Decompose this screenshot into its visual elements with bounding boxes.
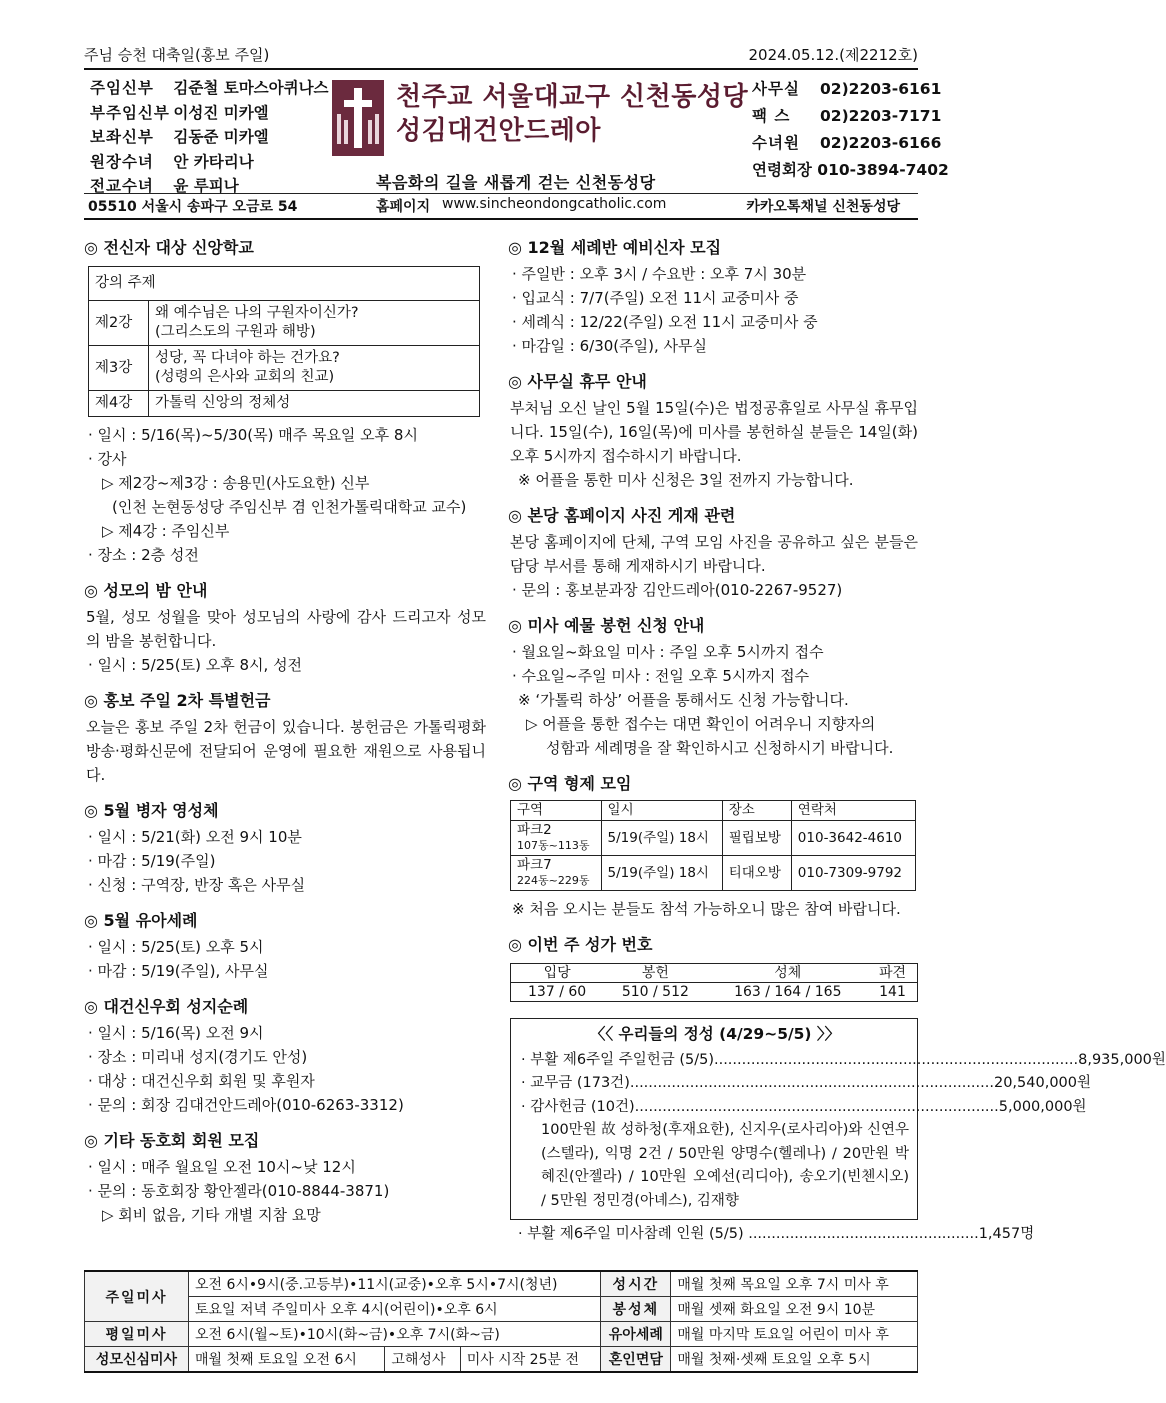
- table-row: 137 / 60 510 / 512 163 / 164 / 165 141: [511, 983, 918, 1002]
- table-row: 파크2 107동~113동 5/19(주일) 18시 필립보방 010-3642-4610: [511, 821, 916, 856]
- list-item: · 문의 : 회장 김대건안드레아(010-6263-3312): [88, 1096, 404, 1114]
- section-title: ◎ 홍보 주일 2차 특별헌금: [84, 691, 271, 710]
- list-item: ▷ 회비 없음, 기타 개별 지참 요망: [102, 1206, 321, 1224]
- table-header: 입당 봉헌 성체 파견: [511, 964, 918, 983]
- note: ※ ‘가톨릭 하상’ 어플을 통해서도 신청 가능합니다.: [518, 691, 849, 709]
- list-item: · 문의 : 동호회장 황안젤라(010-8844-3871): [88, 1182, 390, 1200]
- staff-row: 보좌신부 김동준 미카엘: [90, 128, 269, 146]
- section-title: ◎ 미사 예물 봉헌 신청 안내: [508, 616, 705, 635]
- list-item: · 장소 : 미리내 성지(경기도 안성): [88, 1048, 308, 1066]
- paragraph: 5월, 성모 성월을 맞아 성모님의 사랑에 감사 드리고자 성모의 밤을 봉헌합니다.: [86, 608, 486, 650]
- staff-row: 주임신부 김준철 토마스아퀴나스: [90, 79, 329, 97]
- table-row: 주일미사 오전 6시•9시(중.고등부)•11시(교중)•오후 5시•7시(청년) 성시간 매월 첫째 목요일 오후 7시 미사 후: [85, 1271, 918, 1297]
- list-item: · 강사: [88, 450, 127, 468]
- section-title: ◎ 5월 유아세례: [84, 911, 198, 930]
- list-item: · 일시 : 5/21(화) 오전 9시 10분: [88, 828, 302, 846]
- table-row: 파크7 224동~229동 5/19(주일) 18시 티대오방 010-7309-9792: [511, 856, 916, 891]
- divider: [84, 193, 918, 194]
- list-item: · 세례식 : 12/22(주일) 오전 11시 교중미사 중: [512, 313, 818, 331]
- list-item: · 마감 : 5/19(주일), 사무실: [88, 962, 269, 980]
- list-item: · 월요일~화요일 미사 : 주일 오후 5시까지 접수: [512, 643, 824, 661]
- offering-line: · 감사헌금 (10건) ..... 5,000,000원: [521, 1096, 909, 1120]
- motto: 복음화의 길을 새롭게 걷는 신천동성당: [376, 173, 656, 192]
- mass-schedule: [84, 1270, 918, 1373]
- note: ※ 처음 오시는 분들도 참석 가능하오니 많은 참여 바랍니다.: [512, 900, 901, 918]
- list-item: · 일시 : 5/25(토) 오후 5시: [88, 938, 264, 956]
- address: 05510 서울시 송파구 오금로 54: [88, 199, 298, 215]
- list-item: · 신청 : 구역장, 반장 혹은 사무실: [88, 876, 306, 894]
- homepage-link[interactable]: www.sincheondongcatholic.com: [442, 196, 667, 212]
- table-row: 성모신심미사 매월 첫째 토요일 오전 6시 고해성사 미사 시작 25분 전 혼인면담 매월 첫째·셋째 토요일 오후 5시: [85, 1347, 918, 1373]
- list-item: · 일시 : 매주 월요일 오전 10시~낮 12시: [88, 1158, 356, 1176]
- hymn-table: [510, 963, 918, 1002]
- list-item: ▷ 제2강~제3강 : 송용민(사도요한) 신부: [102, 474, 370, 492]
- kakao-channel: 카카오톡채널 신천동성당: [746, 199, 900, 215]
- right-column: [508, 236, 1166, 1246]
- top-line: [84, 44, 918, 65]
- issue-date: 2024.05.12.(제2212호): [748, 46, 918, 64]
- contacts: [752, 76, 949, 184]
- district-table: [510, 800, 916, 891]
- list-item: · 대상 : 대건신우회 회원 및 후원자: [88, 1072, 315, 1090]
- church-logo: [332, 80, 384, 156]
- section-title: ◎ 5월 병자 영성체: [84, 801, 219, 820]
- section-title: ◎ 구역 형제 모임: [508, 774, 632, 793]
- list-item: · 수요일~주일 미사 : 전일 오후 5시까지 접수: [512, 667, 810, 685]
- left-column: [84, 236, 486, 1227]
- offering-line: · 부활 제6주일 미사참례 인원 (5/5) .................................................. 1,457명: [518, 1226, 1035, 1242]
- section-title: ◎ 사무실 휴무 안내: [508, 372, 647, 391]
- list-item: · 장소 : 2층 성전: [88, 546, 199, 564]
- staff-row: 전교수녀 윤 루피나: [90, 177, 239, 195]
- paragraph: 오늘은 홍보 주일 2차 헌금이 있습니다. 봉헌금은 가톨릭평화방송·평화신문에 전달되어 운영에 필요한 재원으로 사용됩니다.: [86, 718, 486, 784]
- offering-box: [510, 1018, 1166, 1220]
- list-item: 성함과 세례명을 잘 확인하시고 신청하시기 바랍니다.: [546, 739, 894, 757]
- section-title: ◎ 이번 주 성가 번호: [508, 935, 653, 954]
- section-title: ◎ 대건신우회 성지순례: [84, 997, 249, 1016]
- list-item: · 마감 : 5/19(주일): [88, 852, 216, 870]
- liturgical-title: 주님 승천 대축일(홍보 주일): [84, 46, 270, 64]
- table-row: 제3강 성당, 꼭 다녀야 하는 건가요? (성령의 은사와 교회의 친교): [89, 346, 480, 391]
- lecture-table: [88, 266, 480, 417]
- list-item: ▷ 어플을 통한 접수는 대면 확인이 어려우니 지향자의: [526, 715, 876, 733]
- donor-list: 100만원 故 성하청(후재요한), 신지우(로사리아)와 신연우(스텔라), 익명 2건 / 50만원 양명수(헬레나) / 20만원 박혜진(안젤라) / 10만원 오예선(리디아), 송오기(빈첸시오) / 5만원 정민경(아녜스), 김재향: [541, 1122, 909, 1209]
- list-item: · 문의 : 홍보분과장 김안드레아(010-2267-9527): [512, 581, 843, 599]
- staff-row: 원장수녀 안 카타리나: [90, 152, 254, 171]
- homepage-label: 홈페이지: [376, 199, 431, 215]
- list-item: · 일시 : 5/16(목) 오전 9시: [88, 1024, 264, 1042]
- list-item: · 일시 : 5/16(목)~5/30(목) 매주 목요일 오후 8시: [88, 426, 418, 444]
- contact-row: 수녀원 02)2203-6166: [752, 134, 942, 152]
- contact-row: 팩 스 02)2203-7171: [752, 107, 942, 125]
- table-header: 구역 일시 장소 연락처: [511, 801, 916, 821]
- offering-line: · 교무금 (173건) ..... 20,540,000원: [521, 1072, 909, 1096]
- table-row: 평일미사 오전 6시(월~토)•10시(화~금)•오후 7시(화~금) 유아세례 매월 마지막 토요일 어린이 미사 후: [85, 1322, 918, 1347]
- divider: [84, 68, 918, 70]
- offering-title: 〈〈 우리들의 정성 (4/29~5/5) 〉〉: [589, 1025, 841, 1043]
- table-row: 토요일 저녁 주일미사 오후 4시(어린이)•오후 6시 봉성체 매월 셋째 화요일 오전 9시 10분: [85, 1297, 918, 1322]
- mass-table: [84, 1270, 918, 1373]
- paragraph: 부처님 오신 날인 5월 15일(수)은 법정공휴일로 사무실 휴무입니다. 15일(수), 16일(목)에 미사를 봉헌하실 분들은 14일(화) 오후 5시까지 접수하시기 바랍니다.: [510, 399, 918, 465]
- list-item: · 입교식 : 7/7(주일) 오전 11시 교중미사 중: [512, 289, 799, 307]
- section-title: ◎ 기타 동호회 회원 모집: [84, 1131, 260, 1150]
- table-row: 제2강 왜 예수님은 나의 구원자이신가? (그리스도의 구원과 해방): [89, 301, 480, 346]
- table-header: 강의 주제: [89, 267, 480, 301]
- note: ※ 어플을 통한 미사 신청은 3일 전까지 가능합니다.: [518, 471, 854, 489]
- section-title: ◎ 성모의 밤 안내: [84, 581, 208, 600]
- table-row: 제4강 가톨릭 신앙의 정체성: [89, 391, 480, 417]
- section-title: ◎ 본당 홈페이지 사진 게재 관련: [508, 506, 736, 525]
- offering-line: · 부활 제6주일 주일헌금 (5/5) ..... 8,935,000원: [521, 1049, 909, 1073]
- section-title: ◎ 전신자 대상 신앙학교: [84, 238, 254, 257]
- church-name: 천주교 서울대교구 신천동성당 성김대건안드레아: [396, 82, 749, 146]
- staff-row: 부주임신부 이성진 미카엘: [90, 103, 269, 122]
- staff-list: [90, 76, 329, 199]
- contact-row: 사무실 02)2203-6161: [752, 80, 942, 98]
- section-title: ◎ 12월 세례반 예비신자 모집: [508, 238, 722, 257]
- list-item: (인천 논현동성당 주임신부 겸 인천가톨릭대학교 교수): [112, 498, 467, 516]
- list-item: ▷ 제4강 : 주임신부: [102, 522, 230, 540]
- list-item: · 주일반 : 오후 3시 / 수요반 : 오후 7시 30분: [512, 265, 807, 283]
- list-item: · 일시 : 5/25(토) 오후 8시, 성전: [88, 656, 303, 674]
- list-item: · 마감일 : 6/30(주일), 사무실: [512, 337, 707, 355]
- divider: [84, 218, 918, 220]
- paragraph: 본당 홈페이지에 단체, 구역 모임 사진을 공유하고 싶은 분들은 담당 부서를 통해 게재하시기 바랍니다.: [510, 533, 918, 575]
- council-contact: 연령회장 010-3894-7402: [752, 161, 949, 179]
